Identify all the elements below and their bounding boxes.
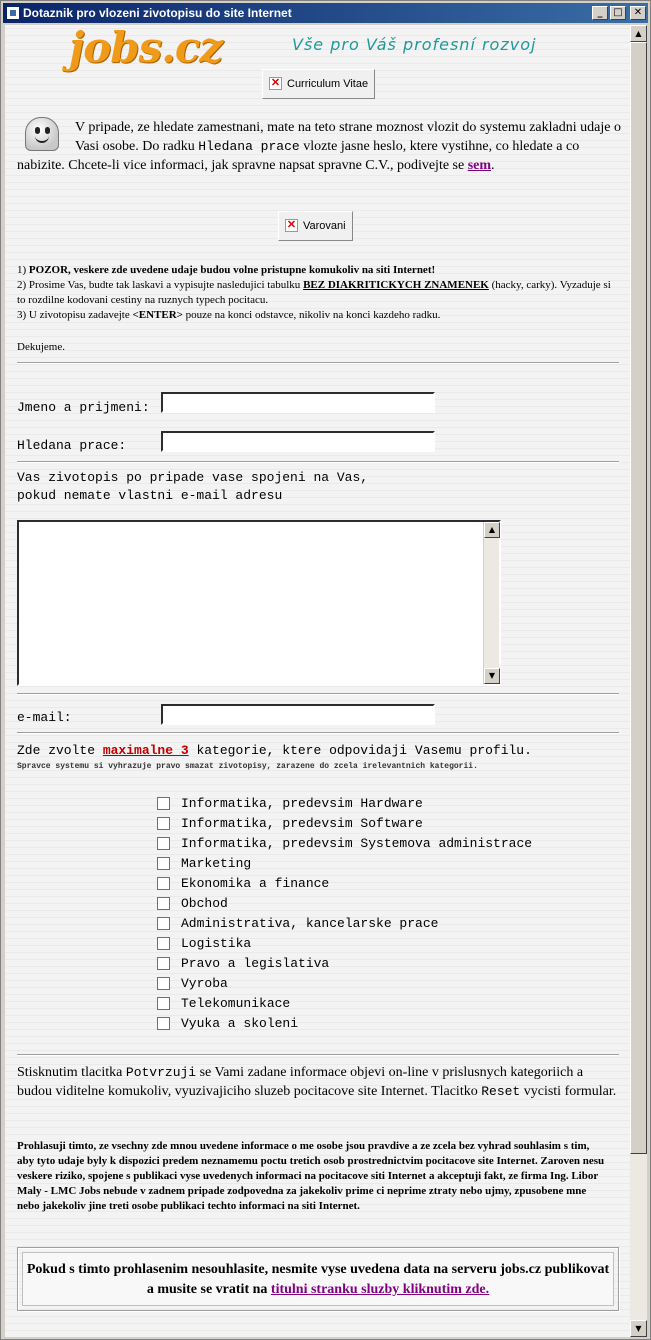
category-checkbox[interactable] [157,937,170,950]
category-label: Logistika [181,935,252,951]
page-content [5,25,630,1337]
category-label: Vyuka a skoleni [181,1015,299,1031]
broken-image-icon: ✕ [270,77,281,89]
category-label: Ekonomika a finance [181,875,330,891]
title-page-link[interactable]: titulni stranku sluzby kliknutim zde. [270,1282,490,1297]
rule-1: 1) POZOR, veskere zde uvedene udaje budou volne pristupne komukoliv na siti Internet! [17,264,436,276]
minimize-button[interactable]: _ [592,6,608,20]
job-label: Hledana prace: [17,438,127,453]
divider [17,732,619,734]
category-item[interactable] [155,853,532,873]
maximalne-3-link[interactable]: maximalne 3 [102,743,189,758]
close-button[interactable]: ✕ [630,6,646,20]
notice-text: Pokud s timto prohlasenim nesouhlasite, nesmite vyse uvedena data na serveru jobs.cz publikovat a musite se vratit na [26,1262,610,1297]
category-label: Administrativa, kancelarske prace [181,915,439,931]
category-item[interactable] [155,933,532,953]
divider [17,461,619,463]
email-label: e-mail: [17,710,72,725]
cv-image-alt: Curriculum Vitae [287,78,369,90]
title-bar [3,3,648,23]
window-title: Dotaznik pro vlozeni zivotopisu do site Internet [23,6,292,20]
warning-image [278,211,353,241]
sem-link[interactable]: sem [467,158,492,173]
category-label: Informatika, predevsim Systemova administrace [181,835,533,851]
category-checkbox[interactable] [157,997,170,1010]
scroll-thumb[interactable] [630,42,647,1154]
cv-note: Vas zivotopis po pripade vase spojeni na Vas, pokud nemate vlastni e-mail adresu [17,470,369,503]
job-input[interactable] [161,431,435,452]
name-input[interactable] [161,392,435,413]
page-scrollbar[interactable] [630,25,647,1337]
category-label: Marketing [181,855,252,871]
divider [17,1054,619,1056]
scroll-up-arrow-icon[interactable]: ▲ [630,25,647,42]
categories-intro: Zde zvolte maximalne 3 kategorie, ktere odpovidaji Vasemu profilu. [17,743,532,758]
name-label: Jmeno a prijmeni: [17,400,150,415]
notice-box [17,1247,619,1311]
submit-info: Stisknutim tlacitka Potvrzuji se Vami zadane informace objevi on-line v prislusnych kategoriich a budou viditelne komukoliv, vyuzivajiciho sluzeb pocitacove site Internet. Tlacitko Reset vycisti formular. [17,1065,617,1099]
scroll-up-arrow-icon[interactable]: ▲ [484,522,500,538]
jobs-logo[interactable]: jobs.cz [69,25,223,72]
category-checkbox[interactable] [157,957,170,970]
category-item[interactable] [155,913,532,933]
category-checkbox[interactable] [157,817,170,830]
intro-paragraph: V pripade, ze hledate zamestnani, mate na teto strane moznost vlozit do systemu zakladni udaje o Vasi osobe. Do radku Hledana prace vlozte jasne heslo, ktere vystihne, co hledate a co nabizite. Chcete-li vice informaci, jak spravne napsat spravne C.V., podivejte se sem. [17,120,621,173]
email-input[interactable] [161,704,435,725]
category-checkbox[interactable] [157,857,170,870]
rules-list [17,263,621,323]
category-item[interactable] [155,893,532,913]
category-item[interactable] [155,813,532,833]
category-checkbox[interactable] [157,917,170,930]
category-label: Informatika, predevsim Hardware [181,795,423,811]
hledana-prace-code: Hledana prace [198,139,300,154]
category-item[interactable] [155,993,532,1013]
divider [17,693,619,695]
category-label: Informatika, predevsim Software [181,815,423,831]
cv-textarea[interactable] [17,520,501,686]
rule-2: 2) Prosime Vas, budte tak laskavi a vypisujte nasledujici tabulku BEZ DIAKRITICKYCH ZNAMENEK (hacky, carky). Vyzaduje si to rozdilne kodovani cestiny na ruznych typech pocitacu. [17,279,611,306]
category-item[interactable] [155,973,532,993]
category-label: Vyroba [181,975,228,991]
scroll-down-arrow-icon[interactable]: ▼ [630,1320,647,1337]
category-checkbox[interactable] [157,1017,170,1030]
category-checkbox[interactable] [157,837,170,850]
warning-image-alt: Varovani [303,220,346,232]
slogan: Vše pro Váš profesní rozvoj [292,35,537,54]
category-item[interactable] [155,1013,532,1033]
category-item[interactable] [155,833,532,853]
declaration-text: Prohlasuji timto, ze vsechny zde mnou uvedene informace o me osobe jsou pravdive a ze zcela bez vyhrad souhlasim s tim, aby tyto udaje byly k dispozici predem neznamemu poctu tretich osob prostrednictvim pocitacove site Internet. Zaroven nesu veskere riziko, spojene s publikaci vyse uvedenych informaci na pocitacove siti Internet a akceptuji fakt, ze firma Ing. Libor Maly - LMC Jobs nebude v zadnem pripade zodpovedna za jakekoliv prime ci neprime ztraty nebo ujmy, zpusobene mne nebo jakekoliv jine treti osobe publikaci techto informaci na siti Internet. [17,1140,605,1212]
category-checkbox[interactable] [157,977,170,990]
category-label: Pravo a legislativa [181,955,330,971]
broken-image-icon: ✕ [286,219,297,231]
category-label: Obchod [181,895,228,911]
window-icon [6,6,20,20]
category-item[interactable] [155,793,532,813]
category-checkbox[interactable] [157,897,170,910]
thanks-text: Dekujeme. [17,341,65,353]
category-item[interactable] [155,953,532,973]
rule-3: 3) U zivotopisu zadavejte <ENTER> pouze na konci odstavce, nikoliv na konci kazdeho radku. [17,309,441,321]
scroll-down-arrow-icon[interactable]: ▼ [484,668,500,684]
cv-image [262,69,375,99]
divider [17,362,619,364]
category-checkbox[interactable] [157,877,170,890]
maximize-button[interactable]: □ [610,6,626,20]
category-label: Telekomunikace [181,995,291,1011]
textarea-scrollbar[interactable] [483,522,499,684]
categories-note: Spravce systemu si vyhrazuje pravo smazat zivotopisy, zarazene do zcela irelevantnich kategorii. [17,762,478,771]
category-list [155,793,532,1033]
category-item[interactable] [155,873,532,893]
category-checkbox[interactable] [157,797,170,810]
